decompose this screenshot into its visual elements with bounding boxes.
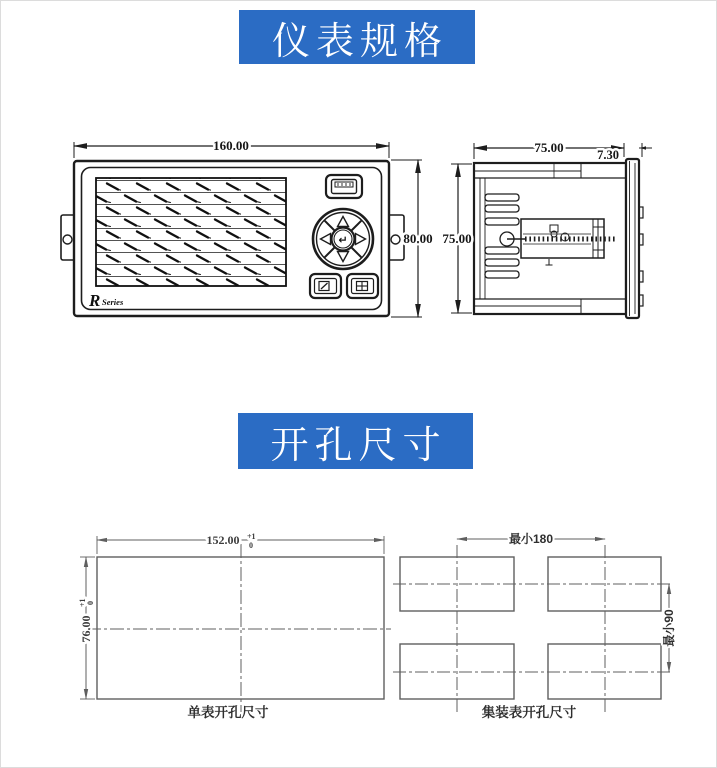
svg-text:最小90: 最小90: [662, 609, 676, 647]
section-title-cutout-dims: [238, 413, 473, 469]
dim-min-vertical-spacing: [661, 584, 676, 672]
dim-side-height: [442, 164, 472, 313]
gang-cutout-diagram: [393, 531, 676, 720]
instrument-dimension-drawing: [1, 121, 717, 336]
svg-text:160.00: 160.00: [213, 138, 249, 153]
logo-r-text: R: [89, 291, 101, 310]
dim-front-width: [74, 138, 389, 158]
svg-text:+1: +1: [247, 532, 256, 541]
section-title-cutout-dims-text: 开孔尺寸: [270, 424, 447, 467]
dim-bezel-depth: [597, 143, 652, 162]
svg-text:80.00: 80.00: [403, 231, 433, 246]
mounting-ear-right: [388, 215, 404, 260]
dim-min-horizontal-spacing: [457, 531, 605, 546]
svg-text:0: 0: [249, 541, 253, 550]
logo-series-text: Series: [102, 297, 124, 307]
dim-cutout-height: [78, 557, 95, 699]
svg-text:+1: +1: [78, 598, 87, 607]
enter-key-icon: ↵: [338, 233, 348, 247]
svg-text:0: 0: [86, 601, 95, 605]
svg-text:75.00: 75.00: [442, 231, 472, 246]
single-cutout-diagram: [78, 532, 391, 720]
single-cutout-label: 单表开孔尺寸: [187, 705, 269, 720]
front-bezel-side: [626, 159, 643, 318]
svg-text:75.00: 75.00: [534, 140, 564, 155]
svg-text:7.30: 7.30: [597, 148, 619, 162]
side-view: [442, 140, 652, 318]
cutout-dimension-drawing: [1, 526, 717, 768]
svg-text:76.00: 76.00: [79, 615, 93, 643]
svg-text:最小180: 最小180: [508, 532, 554, 546]
front-view: [61, 138, 433, 317]
lcd-screen: [96, 178, 286, 286]
section-title-instrument-specs-text: 仪表规格: [271, 20, 448, 63]
svg-text:152.00: 152.00: [206, 533, 240, 547]
side-housing: [474, 163, 626, 314]
gang-cutout-label: 集装表开孔尺寸: [481, 705, 577, 720]
section-title-instrument-specs: [239, 10, 475, 64]
